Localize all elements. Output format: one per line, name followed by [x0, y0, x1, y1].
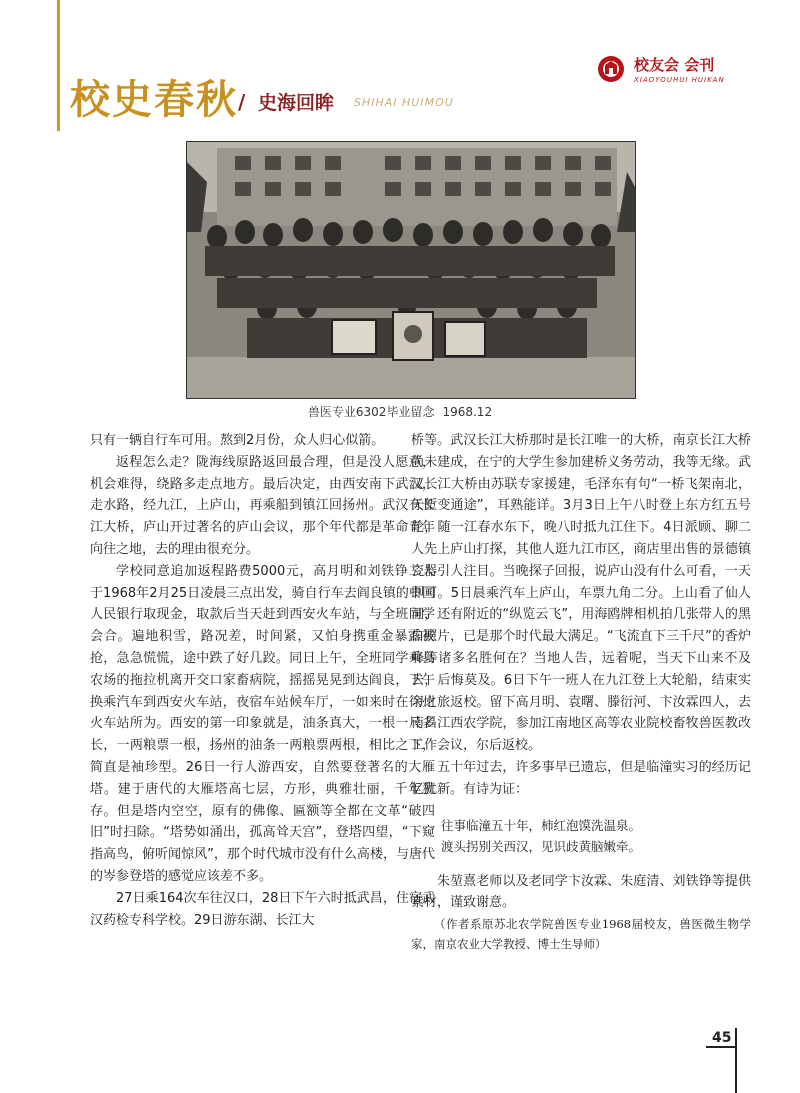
- photo-caption-text: 兽医专业6302毕业留念: [307, 405, 435, 419]
- header-accent-rule: [57, 0, 60, 131]
- photo-caption-date: 1968.12: [442, 405, 493, 419]
- article-paragraph: 27日乘164次车往汉口，28日下午六时抵武昌，住宿武汉药检专科学校。29日游东湖、长江大: [90, 890, 435, 928]
- journal-brand: [596, 52, 736, 92]
- section-subtitle-pinyin: SHIHAI HUIMOU: [354, 96, 454, 109]
- photo-illustration: [187, 142, 635, 398]
- acknowledgement: 朱堃熹老师以及老同学卞汝霖、朱庭清、刘铁铮等提供素材，谨致谢意。: [411, 873, 751, 911]
- article-paragraph: 只有一辆自行车可用。熬到2月份，众人归心似箭。: [90, 433, 385, 448]
- photo-caption: [0, 403, 800, 420]
- page-number: 45: [712, 1030, 732, 1046]
- article-paragraph: 五十年过去，许多事早已遗忘，但是临潼实习的经历记忆犹新。有诗为证：: [411, 759, 751, 797]
- article-column-left: [90, 430, 435, 931]
- journal-name: 校友会 会刊: [634, 56, 715, 74]
- journal-name-pinyin: XIAOYOUHUI HUIKAN: [634, 76, 725, 84]
- title-divider: /: [238, 90, 246, 114]
- author-note: （作者系原苏北农学院兽医专业1968届校友，兽医微生物学家，南京农业大学教授、博士生导师）: [411, 917, 751, 952]
- section-title: 校史春秋: [70, 77, 238, 123]
- page-number-rule-horizontal: [706, 1046, 736, 1048]
- article-paragraph: 桥等。武汉长江大桥那时是长江唯一的大桥，南京长江大桥尚未建成，在宁的大学生参加建桥义务劳动，我等无缘。武汉长江大桥由苏联专家援建，毛泽东有句“一桥飞架南北，天堑变通途”，耳熟能详。3月3日上午八时登上东方红五号轮，随一江春水东下，晚八时抵九江住下。4日派顾、聊二人先上庐山打探，其他人逛九江市区，商店里出售的景德镇瓷器引人注目。当晚探子回报，说庐山没有什么可看，一天即可。5日晨乘汽车上庐山，车票九角二分。上山看了仙人洞，还有附近的“纵览云飞”，用海鸥牌相机拍几张带人的黑白照片，已是那个时代最大满足。“飞流直下三千尺”的香炉峰等诸多名胜何在？当地人告，远着呢，当天下山来不及去，后悔莫及。6日下午一班人在九江登上大轮船，结束实习之旅返校。留下高月明、袁曙、滕衍河、卞汝霖四人，去南昌江西农学院，参加江南地区高等农业院校畜牧兽医教改工作会议，尔后返校。: [411, 433, 751, 754]
- article-paragraph: 学校同意追加返程路费5000元，高月明和刘铁铮二人于1968年2月25日凌晨三点出发，骑自行车去阎良镇的中国人民银行取现金，取款后当天赶到西安火车站，与全班同学会合。遍地积雪，路况差，时间紧，又怕身携重金暴露被抢，急急慌慌，途中跌了好几跤。同日上午，全班同学乘县农场的拖拉机离开交口家畜病院，摇摇晃晃到达阎良，下午换乘汽车到西安火车站，夜宿车站候车厅，一如来时在徐州火车站所为。西安的第一印象就是，油条真大，一根一尺多长，一两粮票一根，扬州的油条一两粮票两根，相比之下，简直是袖珍型。26日一行人游西安，自然要登著名的大雁塔。建于唐代的大雁塔高七层，方形，典雅壮丽，千年犹存。但是塔内空空，原有的佛像、匾额等全都在文革“破四旧”时扫除。“塔势如涌出，孤高耸天宫”，登塔四望，“下窥指高鸟，俯听闻惊风”，那个时代城市没有什么高楼，与唐代的岑参登塔的感觉应该差不多。: [90, 563, 435, 884]
- poem-line: 渡头拐别关西汉，见识歧黄脑嫩牵。: [441, 838, 642, 854]
- class-graduation-photo: [186, 141, 636, 399]
- page-number-rule-vertical: [735, 1028, 737, 1093]
- section-subtitle: 史海回眸: [258, 92, 335, 114]
- alumni-logo-icon: [596, 54, 626, 84]
- article-column-right: [411, 430, 751, 954]
- poem: [441, 815, 751, 857]
- article-paragraph: 返程怎么走？陇海线原路返回最合理，但是没人愿意，机会难得，绕路多走点地方。最后决定，由西安南下武汉，走水路，经九江，上庐山，再乘船到镇江回扬州。武汉有长江大桥，庐山开过著名的庐山会议，那个年代都是革命青年向往之地，去的理由很充分。: [90, 454, 435, 557]
- poem-line: 往事临潼五十年，柿红泡馍洗温泉。: [441, 817, 642, 833]
